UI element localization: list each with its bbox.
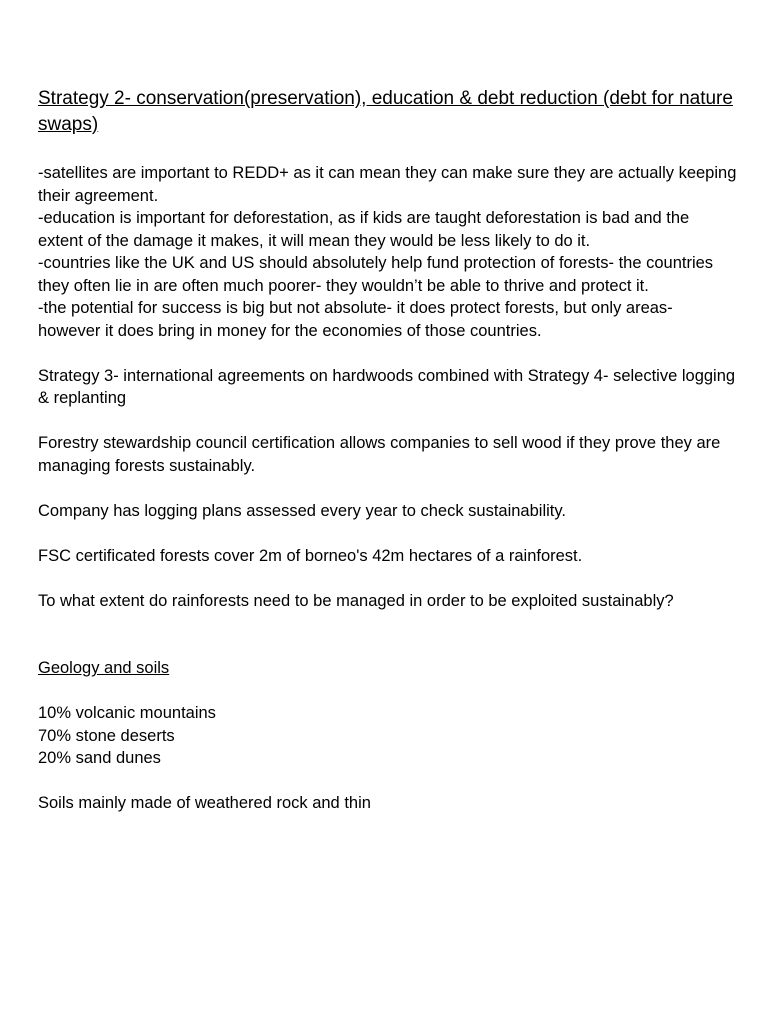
strategy3-heading: Strategy 3- international agreements on hardwoods combined with Strategy 4- selective logging & replanting — [38, 366, 736, 407]
spacer — [38, 138, 738, 162]
soils-paragraph: Soils mainly made of weathered rock and thin — [38, 794, 371, 812]
spacer — [38, 522, 738, 545]
geology-item-sand: 20% sand dunes — [38, 749, 161, 767]
question-paragraph: To what extent do rainforests need to be managed in order to be exploited sustainably? — [38, 591, 674, 610]
geology-item-stone: 70% stone deserts — [38, 726, 175, 745]
fsc-paragraph: Forestry stewardship council certification allows companies to sell wood if they prove they are managing forests sustainably. — [38, 434, 721, 475]
spacer — [38, 410, 738, 433]
spacer — [38, 342, 738, 365]
geology-heading: Geology and soils — [38, 659, 170, 677]
strategy2-point-funding: -countries like the UK and US should absolutely help fund protection of forests- the countries they often lie in are often much poorer- they wouldn’t be able to thrive and protect it. — [38, 254, 714, 295]
logging-paragraph: Company has logging plans assessed every year to check sustainability. — [38, 501, 566, 520]
document-page — [38, 86, 738, 815]
page-title: Strategy 2- conservation(preservation), education & debt reduction (debt for nature swaps) — [38, 88, 733, 135]
spacer — [38, 770, 738, 793]
spacer — [38, 612, 738, 657]
strategy2-point-potential: -the potential for success is big but not absolute- it does protect forests, but only areas- however it does bring in money for the economies of those countries. — [38, 299, 673, 340]
spacer — [38, 680, 738, 703]
spacer — [38, 567, 738, 590]
geology-item-volcanic: 10% volcanic mountains — [38, 704, 216, 722]
fsc-cover-paragraph: FSC certificated forests cover 2m of borneo's 42m hectares of a rainforest. — [38, 546, 583, 565]
strategy2-point-education: -education is important for deforestation, as if kids are taught deforestation is bad and the extent of the damage it makes, it will mean they would be less likely to do it. — [38, 209, 690, 250]
spacer — [38, 477, 738, 500]
strategy2-point-satellites: -satellites are important to REDD+ as it can mean they can make sure they are actually keeping their agreement. — [38, 164, 737, 205]
